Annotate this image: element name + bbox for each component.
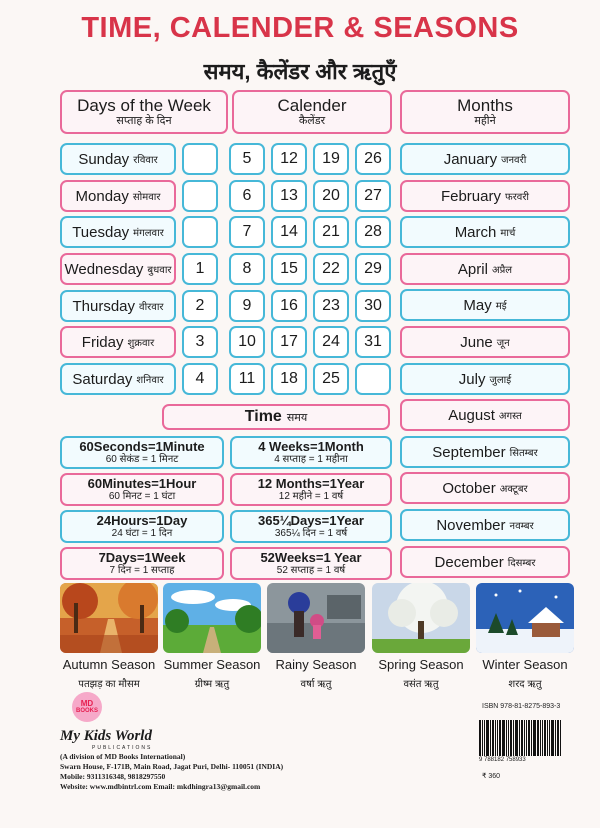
barcode-bar <box>533 720 536 756</box>
time-conversion-label-hindi: 24 घंटा = 1 दिन <box>111 528 173 540</box>
spring-photo <box>372 583 470 653</box>
month-june <box>400 326 570 358</box>
barcode-bar <box>557 720 559 756</box>
calendar-cell <box>355 363 391 395</box>
calendar-cell: 12 <box>271 143 307 175</box>
month-february <box>400 180 570 212</box>
month-may <box>400 289 570 321</box>
month-label: May <box>463 296 492 314</box>
time-conversion-label-hindi: 4 सप्ताह = 1 महीना <box>274 454 348 466</box>
calendar-cell: 1 <box>182 253 218 285</box>
calendar-cell <box>182 180 218 212</box>
season-label-autumn: Autumn Season <box>62 657 156 672</box>
day-tuesday: Tuesday मंगलवार <box>60 216 176 248</box>
month-december <box>400 546 570 578</box>
time-conversion-label: 365¼Days=1Year <box>258 512 364 528</box>
month-label: August <box>448 406 495 424</box>
time-conversion-label-hindi: 60 सेकंड = 1 मिनट <box>105 454 179 466</box>
month-label-hindi: अप्रैल <box>491 265 513 276</box>
season-label-winter: Winter Season <box>482 657 568 672</box>
calendar-cell: 30 <box>355 290 391 322</box>
month-label: October <box>442 479 496 497</box>
calendar-cell: 15 <box>271 253 307 285</box>
month-label-hindi: दिसम्बर <box>507 558 536 569</box>
day-sunday: Sunday रविवार <box>60 143 176 175</box>
month-august <box>400 399 570 431</box>
calendar-cell: 31 <box>355 326 391 358</box>
barcode-bar <box>524 720 525 756</box>
season-label-rainy: Rainy Season <box>275 657 357 672</box>
barcode-number: 9 788182 758933 <box>479 757 526 763</box>
header-days-of-week: Days of the Week सप्ताह के दिन <box>60 90 228 134</box>
barcode-bar <box>486 720 489 756</box>
publisher-brand-sub: PUBLICATIONS <box>92 745 153 751</box>
time-conversion-label: 12 Months=1Year <box>257 475 365 491</box>
month-november <box>400 509 570 541</box>
rainy-photo <box>267 583 365 653</box>
calendar-cell: 16 <box>271 290 307 322</box>
season-label-spring-hindi: वसंत ऋतु <box>403 679 439 690</box>
calendar-cell: 21 <box>313 216 349 248</box>
month-label: December <box>434 553 504 571</box>
barcode-bar <box>492 720 494 756</box>
time-conversion <box>60 436 224 469</box>
publisher-web: Website: www.mdbintrl.com Email: mkdhingra13@gmail.com <box>60 782 261 791</box>
calendar-cell: 27 <box>355 180 391 212</box>
season-label-rainy-hindi: वर्षा ऋतु <box>300 679 332 690</box>
barcode-bar <box>528 720 530 756</box>
calendar-cell: 8 <box>229 253 265 285</box>
season-label-winter-hindi: शरद ऋतु <box>508 679 542 690</box>
barcode-bar <box>513 720 514 756</box>
calendar-cell: 3 <box>182 326 218 358</box>
time-conversion-label: 7Days=1Week <box>98 549 186 565</box>
calendar-cell: 26 <box>355 143 391 175</box>
calendar-cell: 4 <box>182 363 218 395</box>
season-label-autumn-hindi: पतझड़ का मौसम <box>78 679 140 690</box>
month-label-hindi: अक्टूबर <box>499 484 528 495</box>
calendar-cell: 24 <box>313 326 349 358</box>
calendar-cell: 23 <box>313 290 349 322</box>
calendar-cell <box>182 143 218 175</box>
calendar-cell: 11 <box>229 363 265 395</box>
time-conversion-label-hindi: 52 सप्ताह = 1 वर्ष <box>276 565 346 577</box>
header-calendar: Calender कैलेंडर <box>232 90 392 134</box>
publisher-address: Swarn House, F-171B, Main Road, Jagat Puri, Delhi- 110051 (INDIA) <box>60 762 284 771</box>
barcode-bar <box>521 720 523 756</box>
barcode-bar <box>549 720 550 756</box>
time-conversion-label: 24Hours=1Day <box>96 512 188 528</box>
day-wednesday: Wednesday बुधवार <box>60 253 176 285</box>
time-conversion-label: 60Minutes=1Hour <box>87 475 197 491</box>
summer-photo <box>163 583 261 653</box>
barcode-bar <box>560 720 561 756</box>
calendar-cell: 13 <box>271 180 307 212</box>
publisher-division: (A division of MD Books International) <box>60 752 186 761</box>
calendar-cell: 14 <box>271 216 307 248</box>
calendar-cell: 18 <box>271 363 307 395</box>
month-label-hindi: मार्च <box>500 228 516 239</box>
header-months: Months महीने <box>400 90 570 134</box>
month-label: February <box>440 187 501 205</box>
month-label-hindi: नवम्बर <box>509 521 534 532</box>
month-label-hindi: जुलाई <box>489 375 512 386</box>
price: ₹ 360 <box>482 773 501 780</box>
barcode-bar <box>510 720 512 756</box>
barcode-bar <box>508 720 509 756</box>
time-conversion <box>230 436 392 469</box>
month-label-hindi: मई <box>495 301 507 312</box>
calendar-cell: 9 <box>229 290 265 322</box>
calendar-cell: 20 <box>313 180 349 212</box>
month-january <box>400 143 570 175</box>
time-conversion-label-hindi: 365¼ दिन = 1 वर्ष <box>274 528 348 540</box>
calendar-cell <box>182 216 218 248</box>
barcode-bar <box>482 720 483 756</box>
calendar-cell: 29 <box>355 253 391 285</box>
barcode-bar <box>515 720 518 756</box>
autumn-photo <box>60 583 158 653</box>
season-label-spring: Spring Season <box>378 657 464 672</box>
calendar-cell: 25 <box>313 363 349 395</box>
barcode-bar <box>544 720 546 756</box>
month-october <box>400 472 570 504</box>
time-conversion <box>60 547 224 580</box>
calendar-cell: 10 <box>229 326 265 358</box>
barcode-bar <box>499 720 501 756</box>
month-label: November <box>436 516 506 534</box>
barcode-bar <box>484 720 485 756</box>
time-conversion-label-hindi: 7 दिन = 1 सप्ताह <box>109 565 175 577</box>
calendar-cell: 7 <box>229 216 265 248</box>
day-monday: Monday सोमवार <box>60 180 176 212</box>
isbn: ISBN 978-81-8275-893-3 <box>482 703 561 710</box>
time-conversion-label-hindi: 60 मिनट = 1 घंटा <box>108 491 176 503</box>
month-label-hindi: सितम्बर <box>509 448 538 459</box>
publisher-mobile: Mobile: 9311316348, 9818297550 <box>60 772 166 781</box>
month-label-hindi: फरवरी <box>504 192 530 203</box>
time-conversion <box>230 547 392 580</box>
calendar-cell: 5 <box>229 143 265 175</box>
barcode-bar <box>555 720 556 756</box>
page-title: TIME, CALENDER & SEASONS <box>81 12 519 44</box>
time-conversion <box>60 510 224 543</box>
barcode-bar <box>526 720 527 756</box>
calendar-cell: 22 <box>313 253 349 285</box>
barcode-bar <box>506 720 507 756</box>
month-july <box>400 363 570 395</box>
month-label: April <box>457 260 488 278</box>
time-conversion <box>230 473 392 506</box>
month-september <box>400 436 570 468</box>
barcode-bar <box>542 720 543 756</box>
time-conversion <box>60 473 224 506</box>
time-conversion-label: 52Weeks=1 Year <box>260 549 362 565</box>
barcode-bar <box>540 720 541 756</box>
month-label-hindi: अगस्त <box>498 411 522 422</box>
time-header: Time समय <box>162 404 390 430</box>
barcode-bar <box>551 720 554 756</box>
md-books-logo: MD BOOKS <box>72 692 102 722</box>
month-march <box>400 216 570 248</box>
month-label: July <box>458 370 486 388</box>
day-friday: Friday शुक्रवार <box>60 326 176 358</box>
season-label-summer: Summer Season <box>163 657 261 672</box>
barcode-bar <box>490 720 491 756</box>
barcode-bar <box>547 720 548 756</box>
barcode-bar <box>479 720 481 756</box>
time-conversion-label-hindi: 12 महीने = 1 वर्ष <box>278 491 344 503</box>
time-conversion-label: 4 Weeks=1Month <box>258 438 364 454</box>
barcode-bar <box>495 720 496 756</box>
barcode-bar <box>502 720 505 756</box>
page-subtitle-hindi: समय, कैलेंडर और ऋतुएँ <box>203 59 397 84</box>
month-label-hindi: जनवरी <box>501 155 527 166</box>
barcode-bar <box>537 720 539 756</box>
barcode-bar <box>519 720 520 756</box>
barcode <box>479 716 565 756</box>
month-april <box>400 253 570 285</box>
month-label: June <box>460 333 493 351</box>
barcode-bar <box>531 720 532 756</box>
season-label-summer-hindi: ग्रीष्म ऋतु <box>194 679 230 690</box>
day-saturday: Saturday शनिवार <box>60 363 176 395</box>
month-label-hindi: जून <box>496 338 510 349</box>
month-label: September <box>432 443 506 461</box>
time-conversion <box>230 510 392 543</box>
calendar-cell: 28 <box>355 216 391 248</box>
calendar-cell: 17 <box>271 326 307 358</box>
month-label: March <box>454 223 497 241</box>
publisher-brand: My Kids World <box>60 728 152 744</box>
day-thursday: Thursday वीरवार <box>60 290 176 322</box>
calendar-cell: 2 <box>182 290 218 322</box>
calendar-cell: 19 <box>313 143 349 175</box>
barcode-bar <box>497 720 498 756</box>
time-conversion-label: 60Seconds=1Minute <box>79 438 205 454</box>
calendar-cell: 6 <box>229 180 265 212</box>
month-label: January <box>443 150 498 168</box>
winter-photo <box>476 583 574 653</box>
